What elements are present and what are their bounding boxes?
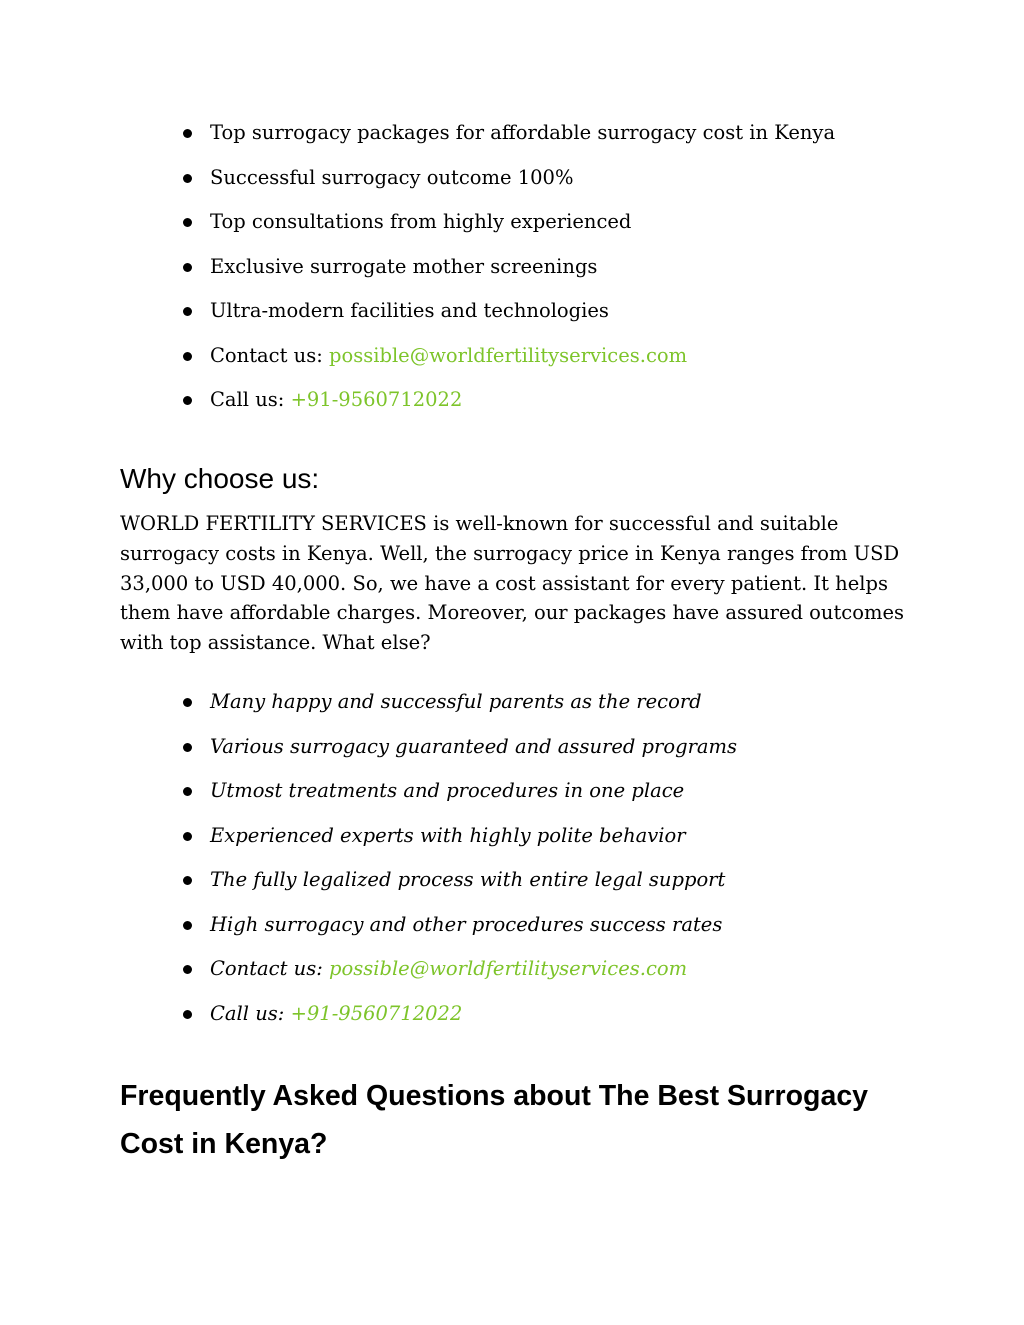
email-link[interactable]: possible@worldfertilityservices.com [328,957,688,980]
contact-label: Contact us: [210,957,329,980]
list-item [180,165,940,210]
list-item [180,867,940,912]
call-label: Call us: [210,1001,291,1025]
list-item-text: Ultra-modern facilities and technologies [210,299,609,322]
list-item-text: Successful surrogacy outcome 100% [210,165,574,189]
reasons-list [180,689,940,1045]
phone-link[interactable]: +91-9560712022 [290,1001,463,1025]
list-item-text: Various surrogacy guaranteed and assured programs [210,734,738,758]
bullet-icon [183,1010,192,1019]
list-item-text: Many happy and successful parents as the record [210,690,702,713]
list-item-text: Top consultations from highly experienced [210,210,632,233]
list-item-text: High surrogacy and other procedures success rates [210,912,723,936]
phone-link[interactable]: +91-9560712022 [290,388,463,411]
list-item [180,778,940,823]
email-link[interactable]: possible@worldfertilityservices.com [328,343,688,367]
contact-list-item [180,343,940,388]
list-item-text: Exclusive surrogate mother screenings [210,254,598,278]
bullet-icon [183,921,192,930]
call-label: Call us: [210,388,291,411]
list-item [180,734,940,779]
bullet-icon [183,965,192,974]
list-item-text: Experienced experts with highly polite behavior [210,823,686,847]
list-item [180,254,940,299]
bullet-icon [183,218,192,227]
list-item-text: Utmost treatments and procedures in one place [210,779,685,802]
list-item [180,689,940,734]
list-item [180,209,940,254]
list-item [180,912,940,957]
bullet-icon [183,174,192,183]
call-list-item [180,1001,940,1046]
bullet-icon [183,396,192,405]
bullet-icon [183,832,192,841]
bullet-icon [183,743,192,752]
bullet-icon [183,876,192,885]
bullet-icon [183,129,192,138]
list-item [180,298,940,343]
list-item [180,120,940,165]
why-choose-us-paragraph: WORLD FERTILITY SERVICES is well-known for successful and suitable surrogacy costs in Kenya. Well, the surrogacy price in Kenya ranges from USD 33,000 to USD 40,000. So, we have a cost assistant for every patient. It helps them have affordable charges. Moreover, our packages have assured outcomes with top assistance. What else? [120,512,904,655]
faq-heading: Frequently Asked Questions about The Best Surrogacy Cost in Kenya? [120,1080,869,1160]
bullet-icon [183,698,192,707]
call-list-item [180,387,940,432]
bullet-icon [183,263,192,272]
why-choose-us-heading: Why choose us: [120,463,320,494]
bullet-icon [183,352,192,361]
contact-label: Contact us: [210,343,329,367]
list-item-text: The fully legalized process with entire legal support [210,868,726,891]
list-item-text: Top surrogacy packages for affordable surrogacy cost in Kenya [210,121,836,144]
list-item [180,823,940,868]
bullet-icon [183,307,192,316]
bullet-icon [183,787,192,796]
features-list [180,120,940,432]
contact-list-item [180,956,940,1001]
